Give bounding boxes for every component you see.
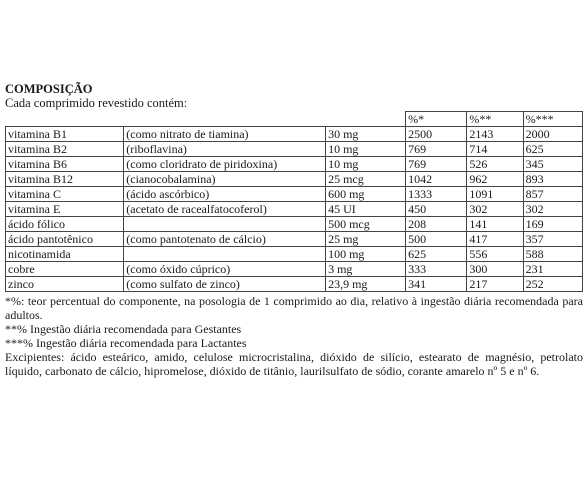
- nutrient-form-cell: (como pantotenato de cálcio): [124, 232, 326, 247]
- nutrient-name-cell: vitamina E: [6, 202, 124, 217]
- adult-percent-cell: 2500: [406, 127, 467, 142]
- lactating-percent-cell: 169: [523, 217, 582, 232]
- adult-percent-cell: 769: [406, 157, 467, 172]
- table-row: [6, 187, 583, 202]
- lactating-percent-cell: 252: [523, 277, 582, 292]
- pregnant-percent-cell: 556: [467, 247, 523, 262]
- header-adult-percent: %*: [406, 112, 467, 127]
- composition-table: [5, 111, 583, 292]
- note-lactating: ***% Ingestão diária recomendada para Lactantes: [5, 336, 247, 350]
- header-pregnant-percent: %**: [467, 112, 523, 127]
- pregnant-percent-cell: 526: [467, 157, 523, 172]
- nutrient-name-cell: vitamina B1: [6, 127, 124, 142]
- lactating-percent-cell: 231: [523, 262, 582, 277]
- table-row: [6, 157, 583, 172]
- nutrient-form-cell: (riboflavina): [124, 142, 326, 157]
- pregnant-percent-cell: 300: [467, 262, 523, 277]
- amount-cell: 500 mcg: [326, 217, 406, 232]
- nutrient-form-cell: [124, 247, 326, 262]
- composition-heading: COMPOSIÇÃO: [5, 82, 93, 96]
- pregnant-percent-cell: 217: [467, 277, 523, 292]
- nutrient-name-cell: zinco: [6, 277, 124, 292]
- pregnant-percent-cell: 417: [467, 232, 523, 247]
- note-pregnant: **% Ingestão diária recomendada para Gestantes: [5, 322, 242, 336]
- nutrient-name-cell: cobre: [6, 262, 124, 277]
- table-row: [6, 277, 583, 292]
- table-row: [6, 142, 583, 157]
- nutrient-form-cell: (como cloridrato de piridoxina): [124, 157, 326, 172]
- lactating-percent-cell: 857: [523, 187, 582, 202]
- pregnant-percent-cell: 962: [467, 172, 523, 187]
- header-blank-cell: [326, 112, 406, 127]
- header-blank-cell: [124, 112, 326, 127]
- nutrient-form-cell: (como óxido cúprico): [124, 262, 326, 277]
- header-lactating-percent: %***: [523, 112, 582, 127]
- excipients-text: Excipientes: ácido esteárico, amido, celulose microcristalina, dióxido de silício, estearato de magnésio, petrolato líquido, carbonato de cálcio, hipromelose, dióxido de titânio, laurilsulfato de sódio, corante amarelo nº 5 e nº 6.: [5, 350, 583, 378]
- nutrient-name-cell: ácido pantotênico: [6, 232, 124, 247]
- adult-percent-cell: 625: [406, 247, 467, 262]
- adult-percent-cell: 769: [406, 142, 467, 157]
- lactating-percent-cell: 357: [523, 232, 582, 247]
- amount-cell: 25 mg: [326, 232, 406, 247]
- note-adult: *%: teor percentual do componente, na posologia de 1 comprimido ao dia, relativo à ingestão diária recomendada para adultos.: [5, 294, 583, 322]
- nutrient-name-cell: vitamina B12: [6, 172, 124, 187]
- pregnant-percent-cell: 302: [467, 202, 523, 217]
- composition-subheading: Cada comprimido revestido contém:: [5, 96, 188, 110]
- pregnant-percent-cell: 714: [467, 142, 523, 157]
- nutrient-form-cell: (ácido ascórbico): [124, 187, 326, 202]
- nutrient-name-cell: vitamina B2: [6, 142, 124, 157]
- amount-cell: 600 mg: [326, 187, 406, 202]
- table-row: [6, 202, 583, 217]
- table-row: [6, 127, 583, 142]
- amount-cell: 23,9 mg: [326, 277, 406, 292]
- adult-percent-cell: 450: [406, 202, 467, 217]
- nutrient-name-cell: ácido fólico: [6, 217, 124, 232]
- adult-percent-cell: 208: [406, 217, 467, 232]
- composition-section: [5, 82, 583, 378]
- amount-cell: 30 mg: [326, 127, 406, 142]
- nutrient-name-cell: vitamina C: [6, 187, 124, 202]
- adult-percent-cell: 1333: [406, 187, 467, 202]
- table-header-row: [6, 112, 583, 127]
- nutrient-form-cell: [124, 217, 326, 232]
- table-row: [6, 232, 583, 247]
- nutrient-form-cell: (como nitrato de tiamina): [124, 127, 326, 142]
- amount-cell: 45 UI: [326, 202, 406, 217]
- nutrient-form-cell: (como sulfato de zinco): [124, 277, 326, 292]
- pregnant-percent-cell: 2143: [467, 127, 523, 142]
- lactating-percent-cell: 893: [523, 172, 582, 187]
- amount-cell: 10 mg: [326, 142, 406, 157]
- adult-percent-cell: 500: [406, 232, 467, 247]
- lactating-percent-cell: 625: [523, 142, 582, 157]
- header-blank-cell: [6, 112, 124, 127]
- table-row: [6, 217, 583, 232]
- table-row: [6, 247, 583, 262]
- lactating-percent-cell: 588: [523, 247, 582, 262]
- nutrient-name-cell: vitamina B6: [6, 157, 124, 172]
- pregnant-percent-cell: 1091: [467, 187, 523, 202]
- amount-cell: 100 mg: [326, 247, 406, 262]
- nutrient-form-cell: (acetato de racealfatocoferol): [124, 202, 326, 217]
- adult-percent-cell: 1042: [406, 172, 467, 187]
- lactating-percent-cell: 302: [523, 202, 582, 217]
- amount-cell: 3 mg: [326, 262, 406, 277]
- adult-percent-cell: 333: [406, 262, 467, 277]
- nutrient-form-cell: (cianocobalamina): [124, 172, 326, 187]
- lactating-percent-cell: 345: [523, 157, 582, 172]
- pregnant-percent-cell: 141: [467, 217, 523, 232]
- amount-cell: 10 mg: [326, 157, 406, 172]
- notes-section: [5, 294, 583, 378]
- nutrient-name-cell: nicotinamida: [6, 247, 124, 262]
- table-row: [6, 262, 583, 277]
- amount-cell: 25 mcg: [326, 172, 406, 187]
- adult-percent-cell: 341: [406, 277, 467, 292]
- table-row: [6, 172, 583, 187]
- lactating-percent-cell: 2000: [523, 127, 582, 142]
